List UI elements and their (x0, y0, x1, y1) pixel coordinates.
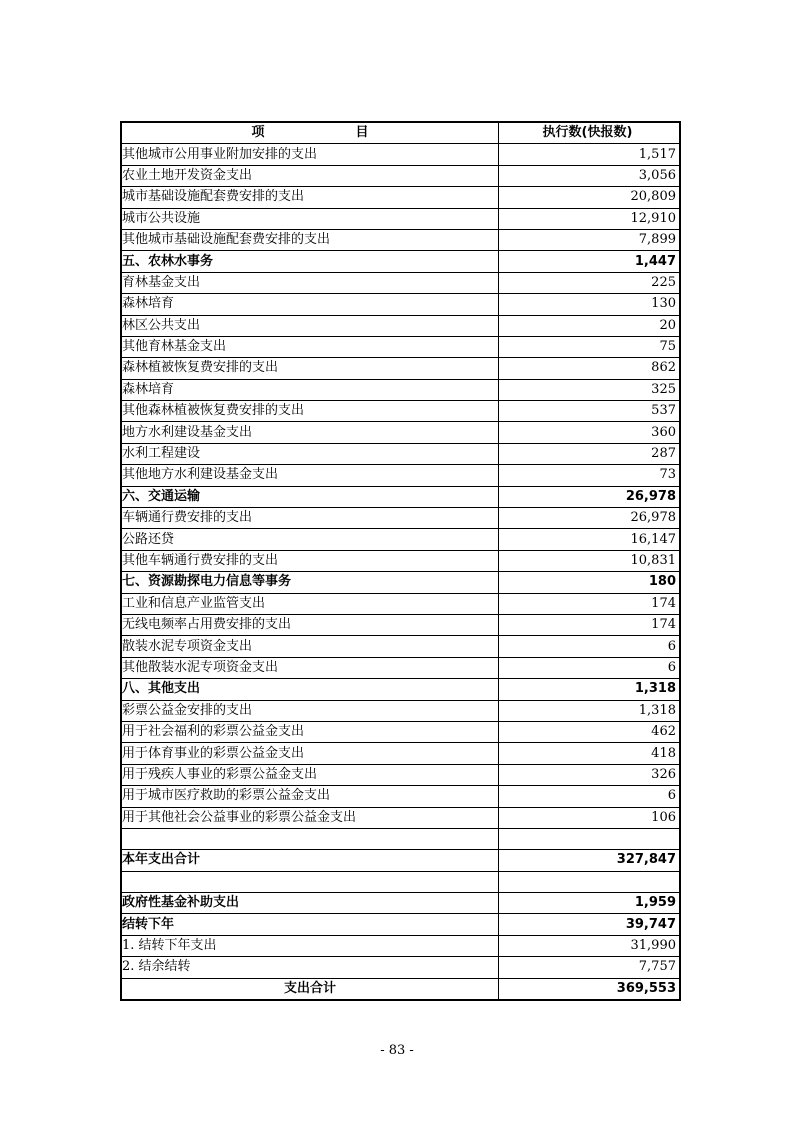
table-row (121, 315, 680, 336)
table-row (121, 978, 680, 1000)
table-row (121, 572, 680, 593)
row-item-label: 用于社会福利的彩票公益金支出 (121, 721, 499, 742)
row-item-label: 其他地方水利建设基金支出 (121, 465, 499, 486)
row-value: 1,318 (499, 679, 681, 700)
row-value: 287 (499, 443, 681, 464)
row-value (499, 871, 681, 892)
row-item-label: 育林基金支出 (121, 272, 499, 293)
header-item: 项 目 (121, 122, 499, 144)
row-item-label: 用于其他社会公益事业的彩票公益金支出 (121, 807, 499, 828)
row-item-label: 城市公共设施 (121, 208, 499, 229)
row-value: 26,978 (499, 508, 681, 529)
row-item-label: 支出合计 (121, 978, 499, 1000)
table-row (121, 700, 680, 721)
row-item-label: 用于残疾人事业的彩票公益金支出 (121, 764, 499, 785)
row-item-label: 其他育林基金支出 (121, 336, 499, 357)
row-value: 862 (499, 358, 681, 379)
table-row (121, 957, 680, 978)
row-value: 73 (499, 465, 681, 486)
table-row (121, 721, 680, 742)
row-value: 6 (499, 786, 681, 807)
row-item-label: 用于城市医疗救助的彩票公益金支出 (121, 786, 499, 807)
row-value: 75 (499, 336, 681, 357)
table-row (121, 379, 680, 400)
table-row (121, 294, 680, 315)
row-value: 369,553 (499, 978, 681, 1000)
table-row (121, 850, 680, 871)
row-value: 174 (499, 614, 681, 635)
table-row (121, 401, 680, 422)
row-value: 1,447 (499, 251, 681, 272)
table-row (121, 593, 680, 614)
row-value: 26,978 (499, 486, 681, 507)
row-item-label: 其他城市基础设施配套费安排的支出 (121, 229, 499, 250)
table-row (121, 614, 680, 635)
row-value: 20,809 (499, 187, 681, 208)
table-row (121, 786, 680, 807)
page-number: - 83 - (380, 1043, 414, 1058)
row-value: 1,318 (499, 700, 681, 721)
row-item-label: 六、交通运输 (121, 486, 499, 507)
row-value: 12,910 (499, 208, 681, 229)
row-item-label: 八、其他支出 (121, 679, 499, 700)
row-item-label: 城市基础设施配套费安排的支出 (121, 187, 499, 208)
row-value: 7,757 (499, 957, 681, 978)
row-value: 10,831 (499, 550, 681, 571)
row-item-label: 森林培育 (121, 294, 499, 315)
table-row (121, 657, 680, 678)
table-row (121, 144, 680, 165)
table-row (121, 251, 680, 272)
row-value: 225 (499, 272, 681, 293)
table-row (121, 443, 680, 464)
table-row (121, 871, 680, 892)
row-item-label (121, 828, 499, 849)
row-item-label: 农业土地开发资金支出 (121, 165, 499, 186)
table-row (121, 165, 680, 186)
row-item-label: 车辆通行费安排的支出 (121, 508, 499, 529)
table-row (121, 636, 680, 657)
row-item-label: 林区公共支出 (121, 315, 499, 336)
table-row (121, 465, 680, 486)
row-item-label: 地方水利建设基金支出 (121, 422, 499, 443)
table-row (121, 187, 680, 208)
row-item-label: 工业和信息产业监管支出 (121, 593, 499, 614)
table-row (121, 508, 680, 529)
row-item-label: 散装水泥专项资金支出 (121, 636, 499, 657)
table-row (121, 422, 680, 443)
row-item-label: 结转下年 (121, 914, 499, 935)
row-item-label: 其他城市公用事业附加安排的支出 (121, 144, 499, 165)
row-item-label (121, 871, 499, 892)
row-value: 418 (499, 743, 681, 764)
table-row (121, 914, 680, 935)
header-value: 执行数(快报数) (499, 122, 681, 144)
row-item-label: 其他散装水泥专项资金支出 (121, 657, 499, 678)
row-value: 325 (499, 379, 681, 400)
table-row (121, 935, 680, 956)
row-item-label: 无线电频率占用费安排的支出 (121, 614, 499, 635)
row-item-label: 公路还贷 (121, 529, 499, 550)
row-value: 3,056 (499, 165, 681, 186)
row-item-label: 五、农林水事务 (121, 251, 499, 272)
row-item-label: 森林植被恢复费安排的支出 (121, 358, 499, 379)
table-row (121, 336, 680, 357)
row-value: 16,147 (499, 529, 681, 550)
row-item-label: 用于体育事业的彩票公益金支出 (121, 743, 499, 764)
table-row (121, 358, 680, 379)
row-item-label: 其他森林植被恢复费安排的支出 (121, 401, 499, 422)
row-item-label: 政府性基金补助支出 (121, 893, 499, 914)
table-row (121, 208, 680, 229)
row-value: 130 (499, 294, 681, 315)
table-row (121, 229, 680, 250)
row-value: 6 (499, 636, 681, 657)
table-row (121, 529, 680, 550)
table-row (121, 807, 680, 828)
row-value: 462 (499, 721, 681, 742)
table-row (121, 828, 680, 849)
row-item-label: 森林培育 (121, 379, 499, 400)
table-row (121, 764, 680, 785)
row-item-label: 彩票公益金安排的支出 (121, 700, 499, 721)
row-value: 106 (499, 807, 681, 828)
table-header-row (121, 122, 680, 144)
budget-expenditure-table (120, 121, 681, 1001)
row-value: 537 (499, 401, 681, 422)
table-row (121, 486, 680, 507)
row-value: 1,959 (499, 893, 681, 914)
row-item-label: 七、资源勘探电力信息等事务 (121, 572, 499, 593)
row-value: 6 (499, 657, 681, 678)
row-value: 326 (499, 764, 681, 785)
row-item-label: 其他车辆通行费安排的支出 (121, 550, 499, 571)
row-value: 20 (499, 315, 681, 336)
table-row (121, 272, 680, 293)
row-item-label: 2. 结余结转 (121, 957, 499, 978)
table-row (121, 743, 680, 764)
row-value: 7,899 (499, 229, 681, 250)
row-value: 180 (499, 572, 681, 593)
row-item-label: 水利工程建设 (121, 443, 499, 464)
row-item-label: 1. 结转下年支出 (121, 935, 499, 956)
row-value (499, 828, 681, 849)
table-row (121, 679, 680, 700)
row-value: 174 (499, 593, 681, 614)
row-value: 327,847 (499, 850, 681, 871)
row-item-label: 本年支出合计 (121, 850, 499, 871)
row-value: 39,747 (499, 914, 681, 935)
row-value: 31,990 (499, 935, 681, 956)
row-value: 1,517 (499, 144, 681, 165)
table-row (121, 893, 680, 914)
row-value: 360 (499, 422, 681, 443)
table-row (121, 550, 680, 571)
table-body (121, 144, 680, 1000)
